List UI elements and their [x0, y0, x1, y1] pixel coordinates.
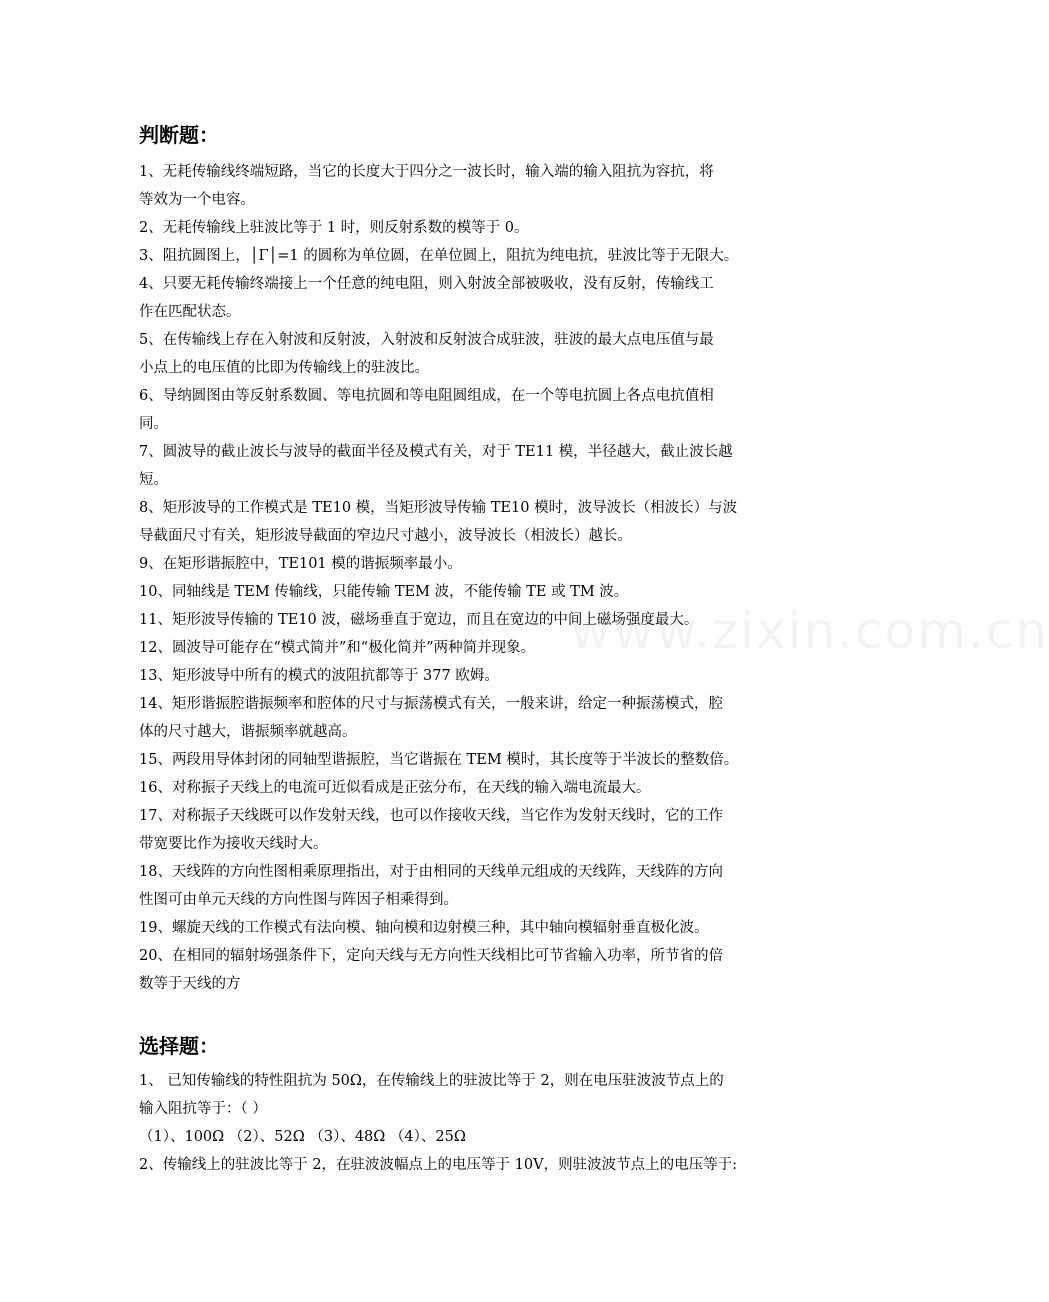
judge-question-item [139, 242, 789, 270]
judge-question-line: 19、螺旋天线的工作模式有法向模、轴向模和边射模三种，其中轴向模辐射垂直极化波。 [139, 920, 709, 936]
judge-question-line: 3、阻抗圆图上，│Γ│=1 的圆称为单位圆，在单位圆上，阻抗为纯电抗，驻波比等于无限大。 [139, 248, 739, 264]
judge-question-line: 作在匹配状态。 [139, 304, 241, 320]
judge-question-item [139, 550, 789, 578]
judge-question-line: 5、在传输线上存在入射波和反射波，入射波和反射波合成驻波，驻波的最大点电压值与最 [139, 332, 714, 348]
judge-question-line: 17、对称振子天线既可以作发射天线，也可以作接收天线，当它作为发射天线时，它的工作 [139, 808, 723, 824]
judge-question-line: 15、两段用导体封闭的同轴型谐振腔，当它谐振在 TEM 模时，其长度等于半波长的整数倍。 [139, 752, 739, 768]
judge-question-item [139, 802, 789, 858]
judge-question-line: 2、无耗传输线上驻波比等于 1 时，则反射系数的模等于 0。 [139, 220, 529, 236]
judge-question-line: 14、矩形谐振腔谐振频率和腔体的尺寸与振荡模式有关，一般来讲，给定一种振荡模式，腔 [139, 696, 723, 712]
judge-section-title: 判断题： [139, 123, 219, 147]
choice-section-title: 选择题： [139, 1034, 219, 1058]
judge-question-item [139, 858, 789, 914]
judge-question-line: 体的尺寸越大，谐振频率就越高。 [139, 724, 357, 740]
choice-question-list [139, 1067, 789, 1179]
judge-question-item [139, 494, 789, 550]
choice-question-line: 输入阻抗等于：（ ） [139, 1101, 267, 1117]
judge-question-line: 12、圆波导可能存在“模式简并”和“极化简并”两种简并现象。 [139, 640, 536, 656]
judge-question-line: 11、矩形波导传输的 TE10 波，磁场垂直于宽边，而且在宽边的中间上磁场强度最大。 [139, 612, 699, 628]
judge-question-line: 18、天线阵的方向性图相乘原理指出，对于由相同的天线单元组成的天线阵，天线阵的方向 [139, 864, 723, 880]
judge-question-item [139, 326, 789, 382]
judge-question-item [139, 914, 789, 942]
watermark: www.zixin.com.cn [570, 602, 1049, 660]
choice-question-line: 1、 已知传输线的特性阻抗为 50Ω，在传输线上的驻波比等于 2，则在电压驻波波节点上的 [139, 1073, 724, 1089]
judge-question-line: 性图可由单元天线的方向性图与阵因子相乘得到。 [139, 892, 458, 908]
judge-question-item [139, 270, 789, 326]
judge-question-item [139, 158, 789, 214]
judge-question-line: 等效为一个电容。 [139, 192, 255, 208]
judge-question-item [139, 662, 789, 690]
choice-question-line: 2、传输线上的驻波比等于 2，在驻波波幅点上的电压等于 10V，则驻波波节点上的电压等于: [139, 1157, 737, 1173]
judge-question-line: 小点上的电压值的比即为传输线上的驻波比。 [139, 360, 429, 376]
judge-question-item [139, 942, 789, 998]
judge-question-line: 短。 [139, 472, 168, 488]
judge-question-line: 1、无耗传输线终端短路，当它的长度大于四分之一波长时，输入端的输入阻抗为容抗，将 [139, 164, 714, 180]
judge-question-line: 13、矩形波导中所有的模式的波阻抗都等于 377 欧姆。 [139, 668, 499, 684]
judge-question-list [139, 158, 789, 998]
choice-question-line: （1）、100Ω （2）、52Ω （3）、48Ω （4）、25Ω [139, 1129, 466, 1145]
judge-question-line: 20、在相同的辐射场强条件下，定向天线与无方向性天线相比可节省输入功率，所节省的倍 [139, 948, 723, 964]
choice-question-item [139, 1151, 789, 1179]
judge-question-line: 4、只要无耗传输终端接上一个任意的纯电阻，则入射波全部被吸收，没有反射，传输线工 [139, 276, 714, 292]
judge-question-item [139, 578, 789, 606]
judge-question-item [139, 214, 789, 242]
judge-question-item [139, 634, 789, 662]
choice-question-item [139, 1067, 789, 1151]
judge-question-line: 导截面尺寸有关，矩形波导截面的窄边尺寸越小，波导波长（相波长）越长。 [139, 528, 632, 544]
judge-question-line: 数等于天线的方 [139, 976, 241, 992]
judge-question-line: 7、圆波导的截止波长与波导的截面半径及模式有关，对于 TE11 模，半径越大，截止波长越 [139, 444, 733, 460]
judge-question-line: 同。 [139, 416, 168, 432]
judge-question-line: 10、同轴线是 TEM 传输线，只能传输 TEM 波，不能传输 TE 或 TM 波。 [139, 584, 629, 600]
judge-question-line: 8、矩形波导的工作模式是 TE10 模，当矩形波导传输 TE10 模时，波导波长（相波长）与波 [139, 500, 738, 516]
judge-question-item [139, 774, 789, 802]
judge-question-line: 16、对称振子天线上的电流可近似看成是正弦分布，在天线的输入端电流最大。 [139, 780, 651, 796]
judge-question-item [139, 438, 789, 494]
judge-question-line: 9、在矩形谐振腔中，TE101 模的谐振频率最小。 [139, 556, 462, 572]
judge-question-line: 6、导纳圆图由等反射系数圆、等电抗圆和等电阻圆组成，在一个等电抗圆上各点电抗值相 [139, 388, 714, 404]
judge-question-item [139, 382, 789, 438]
judge-question-line: 带宽要比作为接收天线时大。 [139, 836, 328, 852]
judge-question-item [139, 746, 789, 774]
judge-question-item [139, 690, 789, 746]
judge-question-item [139, 606, 789, 634]
